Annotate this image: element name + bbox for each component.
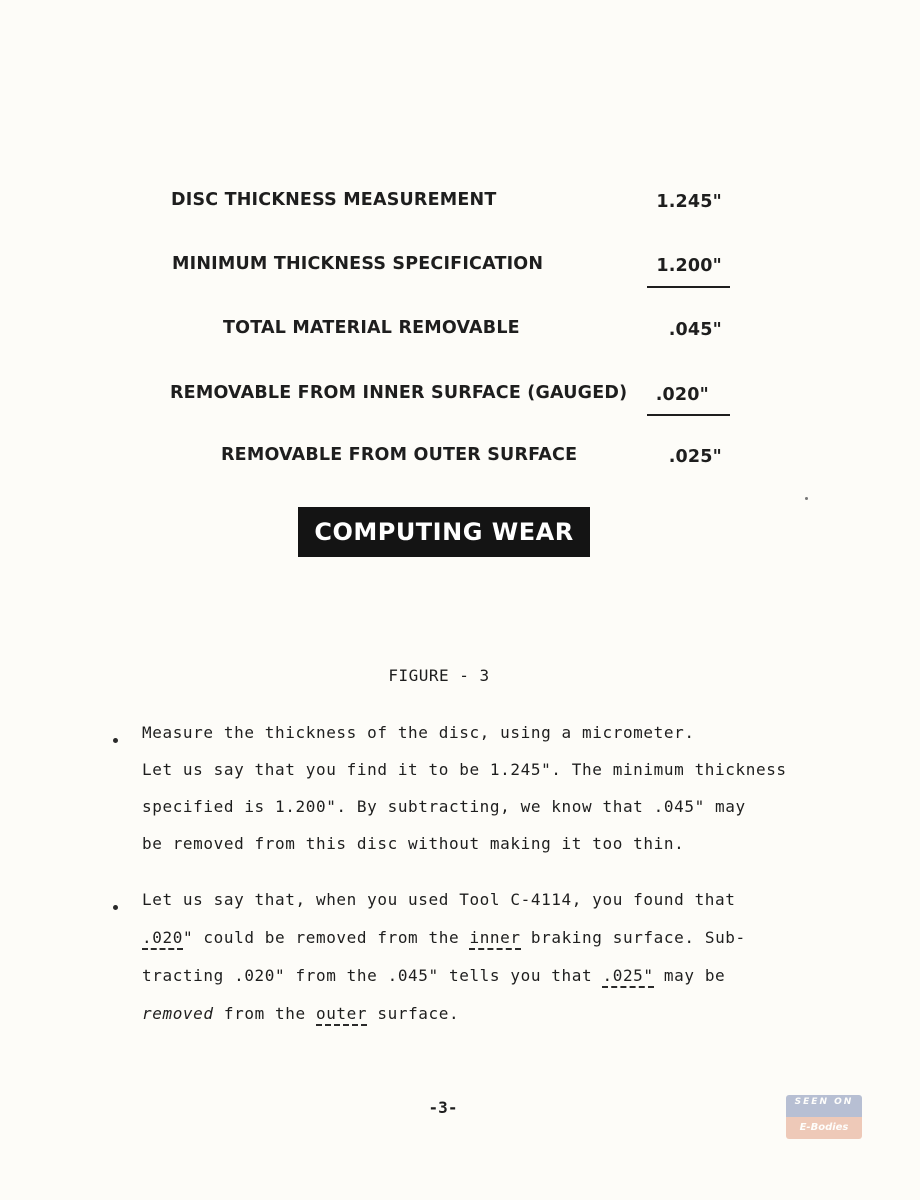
bullet-dot-1 xyxy=(113,738,118,743)
paragraph-line: Let us say that you find it to be 1.245". The minimum thickness xyxy=(142,760,787,779)
text-run: surface. xyxy=(367,1004,460,1023)
scan-speck xyxy=(805,497,808,500)
watermark-top-text: SEEN ON xyxy=(786,1095,862,1117)
row-value-disc-thickness: 1.245" xyxy=(656,192,722,212)
underlined-word: inner xyxy=(469,928,520,950)
subtraction-rule-2 xyxy=(647,414,730,416)
row-label-disc-thickness: DISC THICKNESS MEASUREMENT xyxy=(171,190,497,210)
text-run: from the xyxy=(213,1004,316,1023)
underlined-value: .025" xyxy=(602,966,653,988)
paragraph-line: Let us say that, when you used Tool C-4114, you found that xyxy=(142,890,736,909)
italic-word: removed xyxy=(142,1004,214,1023)
paragraph-line: be removed from this disc without making it too thin. xyxy=(142,834,685,853)
page-number: -3- xyxy=(428,1098,458,1117)
subtraction-rule-1 xyxy=(647,286,730,288)
text-run: tracting .020" from the .045" tells you that xyxy=(142,966,603,985)
text-run: braking surface. Sub- xyxy=(520,928,746,947)
paragraph-line xyxy=(142,926,746,950)
underlined-value: .020 xyxy=(142,928,183,950)
watermark-badge xyxy=(786,1095,862,1139)
watermark-bottom-text: E-Bodies xyxy=(786,1117,862,1139)
bullet-dot-2 xyxy=(113,905,118,910)
row-value-outer-surface: .025" xyxy=(668,447,722,467)
paragraph-line: Measure the thickness of the disc, using a micrometer. xyxy=(142,723,695,742)
paragraph-line: specified is 1.200". By subtracting, we know that .045" may xyxy=(142,797,746,816)
row-value-minimum-thickness: 1.200" xyxy=(656,256,722,276)
paragraph-line xyxy=(142,964,725,988)
row-label-total-removable: TOTAL MATERIAL REMOVABLE xyxy=(223,318,520,338)
text-run: " could be removed from the xyxy=(182,928,470,947)
row-value-inner-surface: .020" xyxy=(655,385,709,405)
paragraph-line xyxy=(142,1002,459,1026)
computing-wear-banner: COMPUTING WEAR xyxy=(298,507,590,557)
row-label-outer-surface: REMOVABLE FROM OUTER SURFACE xyxy=(221,445,578,465)
row-label-inner-surface: REMOVABLE FROM INNER SURFACE (GAUGED) xyxy=(170,383,628,403)
underlined-word: outer xyxy=(316,1004,367,1026)
row-value-total-removable: .045" xyxy=(668,320,722,340)
figure-caption: FIGURE - 3 xyxy=(388,666,490,685)
text-run: may be xyxy=(653,966,726,985)
row-label-minimum-thickness: MINIMUM THICKNESS SPECIFICATION xyxy=(172,254,544,274)
